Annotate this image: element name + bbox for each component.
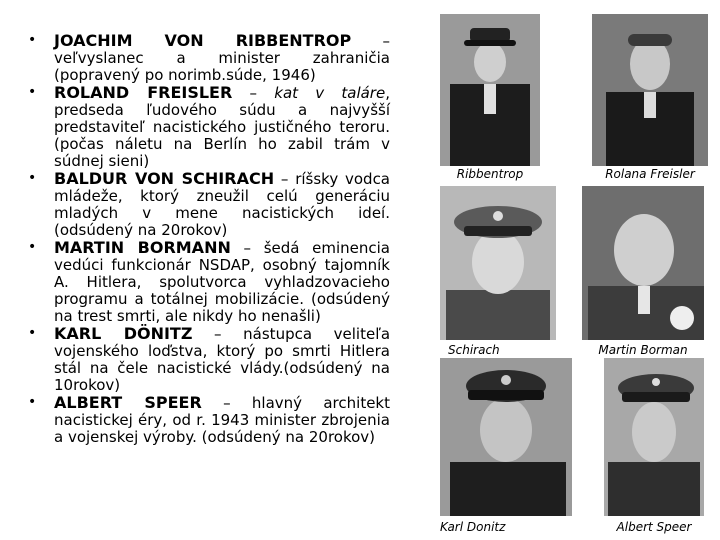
person-description: , predseda ľudového súdu a najvyšší predstaviteľ nacistického justičného teroru. (počas náletu na Berlín ho zabil trám v súdnej sieni) (54, 84, 390, 170)
name-dash: – (192, 325, 244, 343)
caption-freisler: Rolana Freisler (605, 167, 695, 181)
list-item-bormann (28, 239, 390, 325)
person-name: KARL DÖNITZ (54, 324, 193, 343)
portrait-photo-donitz (440, 358, 572, 516)
bullet-icon: • (28, 239, 37, 255)
bullet-list (28, 32, 390, 446)
bullet-icon: • (28, 394, 37, 410)
bullet-icon: • (28, 325, 37, 341)
name-dash: – (274, 170, 296, 188)
list-item-speer (28, 394, 390, 446)
list-item-schirach (28, 170, 390, 239)
portrait-photo-schirach (440, 186, 556, 340)
name-dash: – (201, 394, 252, 412)
bullet-icon: • (28, 32, 37, 48)
caption-ribbentrop: Ribbentrop (456, 167, 524, 181)
person-name: MARTIN BORMANN (54, 238, 231, 257)
portrait-photo-ribbentrop (440, 14, 540, 166)
person-description: hlavný architekt nacistickej éry, od r. 1943 minister zbrojenia a vojenskej výroby. (odsúdený na 20rokov) (54, 394, 390, 446)
list-item-donitz (28, 325, 390, 394)
caption-donitz: Karl Donitz (440, 520, 506, 534)
name-dash: – (232, 84, 275, 102)
name-dash: – (230, 239, 264, 257)
person-description: šedá eminencia vedúci funkcionár NSDAP, osobný tajomník A. Hitlera, spolutvorca vyhladzovacieho programu a totálnej mobilizácie. (odsúdený na trest smrti, ale nikdy ho nenašli) (54, 239, 390, 325)
person-description: nástupca veliteľa vojenského loďstva, ktorý po smrti Hitlera stál na čele nacistické vlády.(odsúdený na 10rokov) (54, 325, 391, 394)
person-name: JOACHIM VON RIBBENTROP (54, 31, 352, 50)
person-nickname: kat v taláre (274, 84, 386, 102)
person-description: ríšsky vodca mládeže, ktorý zneužil celú generáciu mladých v mene nacistických ideí.(odsúdený na 20rokov) (54, 170, 391, 239)
person-name: ALBERT SPEER (54, 393, 202, 412)
person-name: BALDUR VON SCHIRACH (54, 169, 275, 188)
portrait-photo-speer (604, 358, 704, 516)
bullet-icon: • (28, 84, 37, 100)
person-name: ROLAND FREISLER (54, 83, 233, 102)
bullet-icon: • (28, 170, 37, 186)
name-dash: – (351, 32, 390, 50)
caption-bormann: Martin Borman (598, 343, 688, 357)
person-description: veľvyslanec a minister zahraničia (popravený po norimb.súde, 1946) (54, 49, 390, 84)
portrait-photo-bormann (582, 186, 704, 340)
portrait-photo-freisler (592, 14, 708, 166)
caption-schirach: Schirach (448, 343, 500, 357)
list-item-freisler (28, 84, 390, 170)
caption-speer: Albert Speer (616, 520, 692, 534)
list-item-ribbentrop (28, 32, 390, 84)
